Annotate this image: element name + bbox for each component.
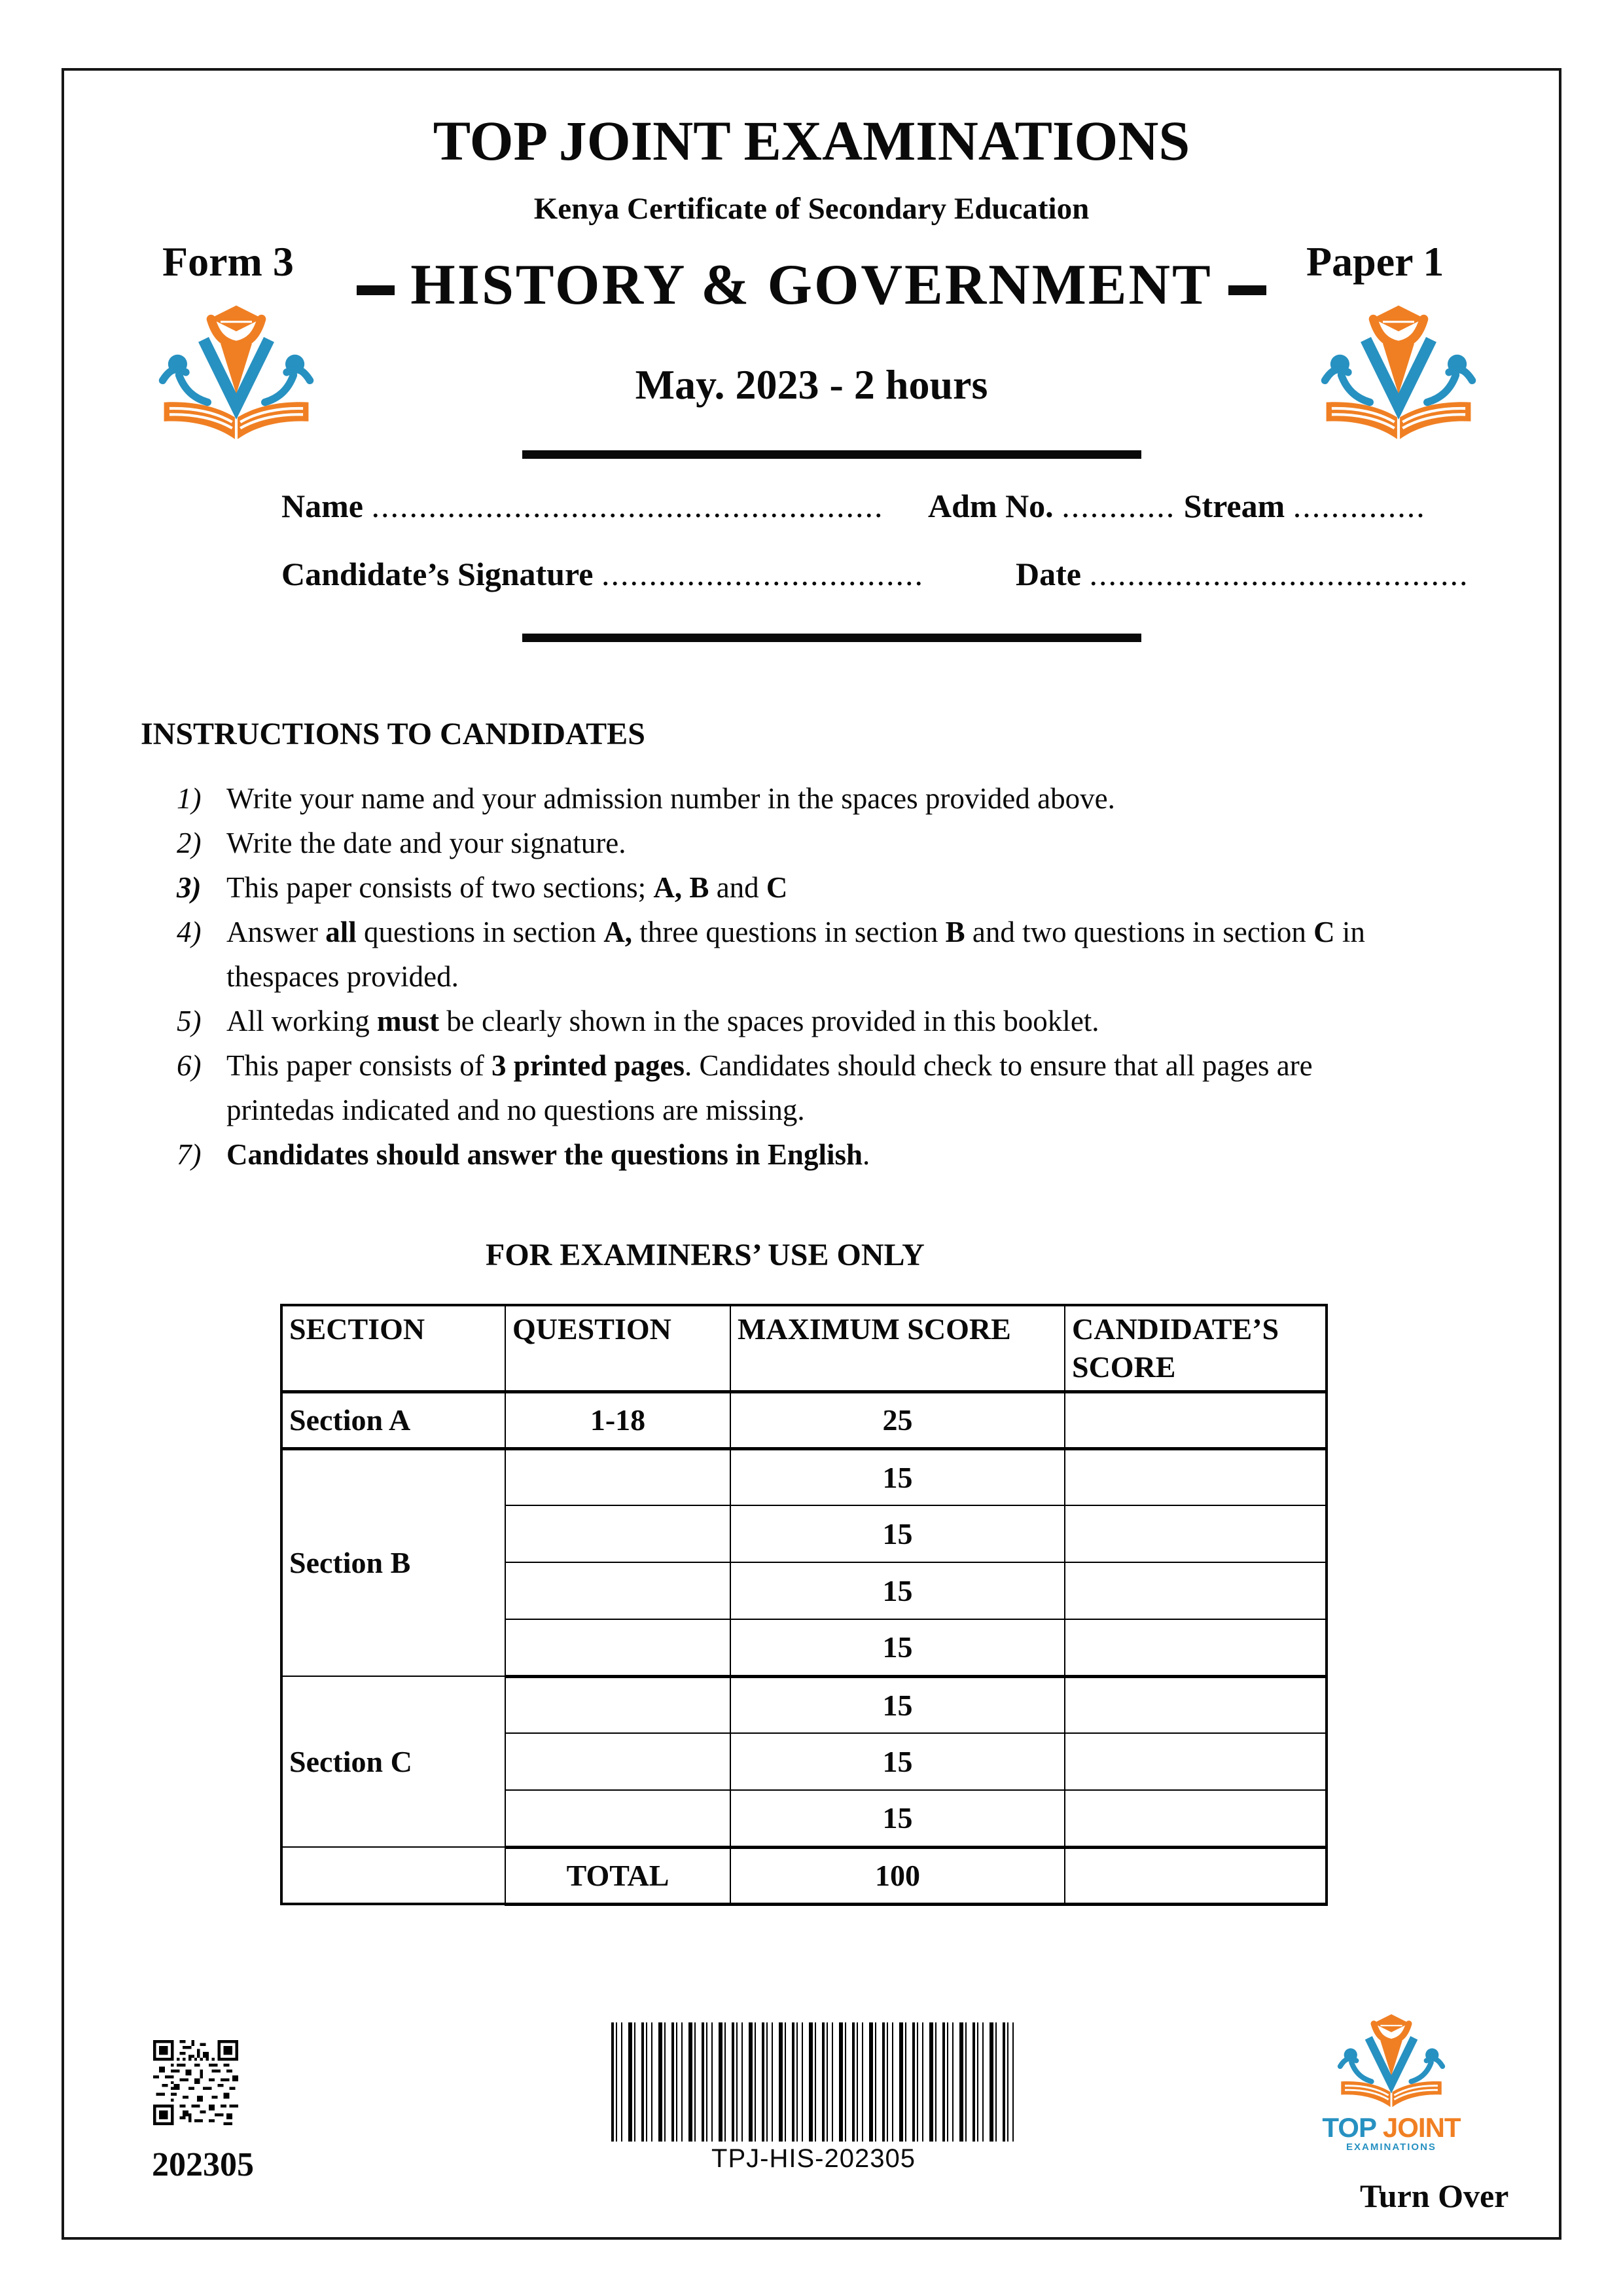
item-number: 2) xyxy=(177,827,202,859)
question-cell xyxy=(505,1790,730,1847)
max-score-cell: 25 xyxy=(730,1391,1065,1448)
col-header-candidate-score: CANDIDATE’S SCORE xyxy=(1065,1305,1327,1391)
examiner-table xyxy=(280,1304,1328,1906)
exam-session-line: May. 2023 - 2 hours xyxy=(635,361,988,408)
signature-field xyxy=(281,558,924,590)
logo-wordmark-sub: EXAMINATIONS xyxy=(1346,2142,1436,2153)
name-field xyxy=(281,490,883,522)
table-row-total xyxy=(281,1847,1327,1904)
instruction-item-1: 1) Write your name and your admission number in the spaces provided above. xyxy=(177,776,1505,821)
max-score-cell: 15 xyxy=(730,1619,1065,1676)
total-score-cell: 100 xyxy=(730,1847,1065,1904)
question-cell xyxy=(505,1448,730,1505)
examiner-table-title: FOR EXAMINERS’ USE ONLY xyxy=(486,1238,925,1272)
signature-label: Candidate’s Signature xyxy=(281,556,594,592)
max-score-cell: 15 xyxy=(730,1790,1065,1847)
section-b-cell: Section B xyxy=(281,1448,505,1676)
instructions-list xyxy=(177,776,1505,1177)
qr-code-icon xyxy=(153,2039,238,2126)
section-a-cell: Section A xyxy=(281,1391,505,1448)
adm-stream-fields xyxy=(928,490,1426,522)
instruction-item-2: 2) Write the date and your signature. xyxy=(177,821,1505,865)
stream-label: Stream xyxy=(1183,488,1285,524)
candidate-score-cell xyxy=(1065,1676,1327,1733)
paper-number-label: Paper 1 xyxy=(1306,238,1444,285)
empty-cell xyxy=(281,1847,505,1904)
max-score-cell: 15 xyxy=(730,1562,1065,1619)
date-label: Date xyxy=(1016,556,1081,592)
total-label-cell: TOTAL xyxy=(505,1847,730,1904)
barcode-icon xyxy=(611,2022,1016,2142)
col-header-section: SECTION xyxy=(281,1305,505,1391)
item-number: 1) xyxy=(177,782,202,815)
candidate-score-cell xyxy=(1065,1733,1327,1790)
exam-board-title: TOP JOINT EXAMINATIONS xyxy=(433,109,1190,172)
table-row xyxy=(281,1391,1327,1448)
stream-dotted-line: .............. xyxy=(1293,488,1426,524)
section-c-cell: Section C xyxy=(281,1676,505,1847)
adm-no-label: Adm No. xyxy=(928,488,1054,524)
subject-dash-left-icon xyxy=(357,285,395,295)
candidate-score-cell xyxy=(1065,1619,1327,1676)
instruction-item-3: 3) This paper consists of two sections; A, B and C xyxy=(177,865,1505,910)
item-number: 6) xyxy=(177,1049,202,1082)
item-number: 3) xyxy=(177,871,202,904)
item-number: 5) xyxy=(177,1005,202,1037)
question-cell xyxy=(505,1505,730,1562)
question-cell xyxy=(505,1733,730,1790)
item-number: 7) xyxy=(177,1138,202,1171)
col-header-max-score: MAXIMUM SCORE xyxy=(730,1305,1065,1391)
candidate-score-cell xyxy=(1065,1505,1327,1562)
logo-wordmark: TOP JOINT xyxy=(1322,2112,1461,2143)
question-range-cell: 1-18 xyxy=(505,1391,730,1448)
header-divider-rule xyxy=(522,450,1141,459)
max-score-cell: 15 xyxy=(730,1448,1065,1505)
candidate-score-cell xyxy=(1065,1448,1327,1505)
candidate-total-cell xyxy=(1065,1847,1327,1904)
form-level-label: Form 3 xyxy=(162,238,294,285)
series-code: 202305 xyxy=(152,2146,254,2183)
max-score-cell: 15 xyxy=(730,1676,1065,1733)
instructions-heading: INSTRUCTIONS TO CANDIDATES xyxy=(141,717,645,751)
adm-no-dotted-line: ............ xyxy=(1061,488,1176,524)
name-label: Name xyxy=(281,488,363,524)
table-row xyxy=(281,1448,1327,1505)
instruction-item-4: 4) Answer all questions in section A, three questions in section B and two questions in section C in thespaces provided. xyxy=(177,910,1505,999)
date-dotted-line: ........................................ xyxy=(1089,556,1469,592)
col-header-question: QUESTION xyxy=(505,1305,730,1391)
candidate-score-cell xyxy=(1065,1562,1327,1619)
max-score-cell: 15 xyxy=(730,1733,1065,1790)
name-dotted-line: ...................................................... xyxy=(371,488,884,524)
instruction-item-7: 7) Candidates should answer the questions in English. xyxy=(177,1132,1505,1177)
exam-board-subtitle: Kenya Certificate of Secondary Education xyxy=(533,192,1090,226)
item-number: 4) xyxy=(177,916,202,948)
table-row xyxy=(281,1676,1327,1733)
top-joint-logo-icon xyxy=(1317,2013,1465,2113)
fields-divider-rule xyxy=(522,634,1141,642)
top-joint-logo-with-wordmark xyxy=(1313,2013,1470,2152)
signature-dotted-line: .................................. xyxy=(601,556,924,592)
instruction-item-5: 5) All working must be clearly shown in the spaces provided in this booklet. xyxy=(177,999,1505,1043)
turn-over-label: Turn Over xyxy=(1360,2178,1509,2214)
question-cell xyxy=(505,1619,730,1676)
subject-dash-right-icon xyxy=(1228,285,1266,295)
date-field xyxy=(1016,558,1469,590)
candidate-score-cell xyxy=(1065,1790,1327,1847)
candidate-score-cell xyxy=(1065,1391,1327,1448)
instruction-item-6: 6) This paper consists of 3 printed pages. Candidates should check to ensure that all pages are printedas indicated and no questions are missing. xyxy=(177,1043,1505,1132)
barcode-text: TPJ-HIS-202305 xyxy=(711,2144,916,2173)
question-cell xyxy=(505,1676,730,1733)
subject-title: HISTORY & GOVERNMENT xyxy=(410,253,1213,317)
question-cell xyxy=(505,1562,730,1619)
max-score-cell: 15 xyxy=(730,1505,1065,1562)
